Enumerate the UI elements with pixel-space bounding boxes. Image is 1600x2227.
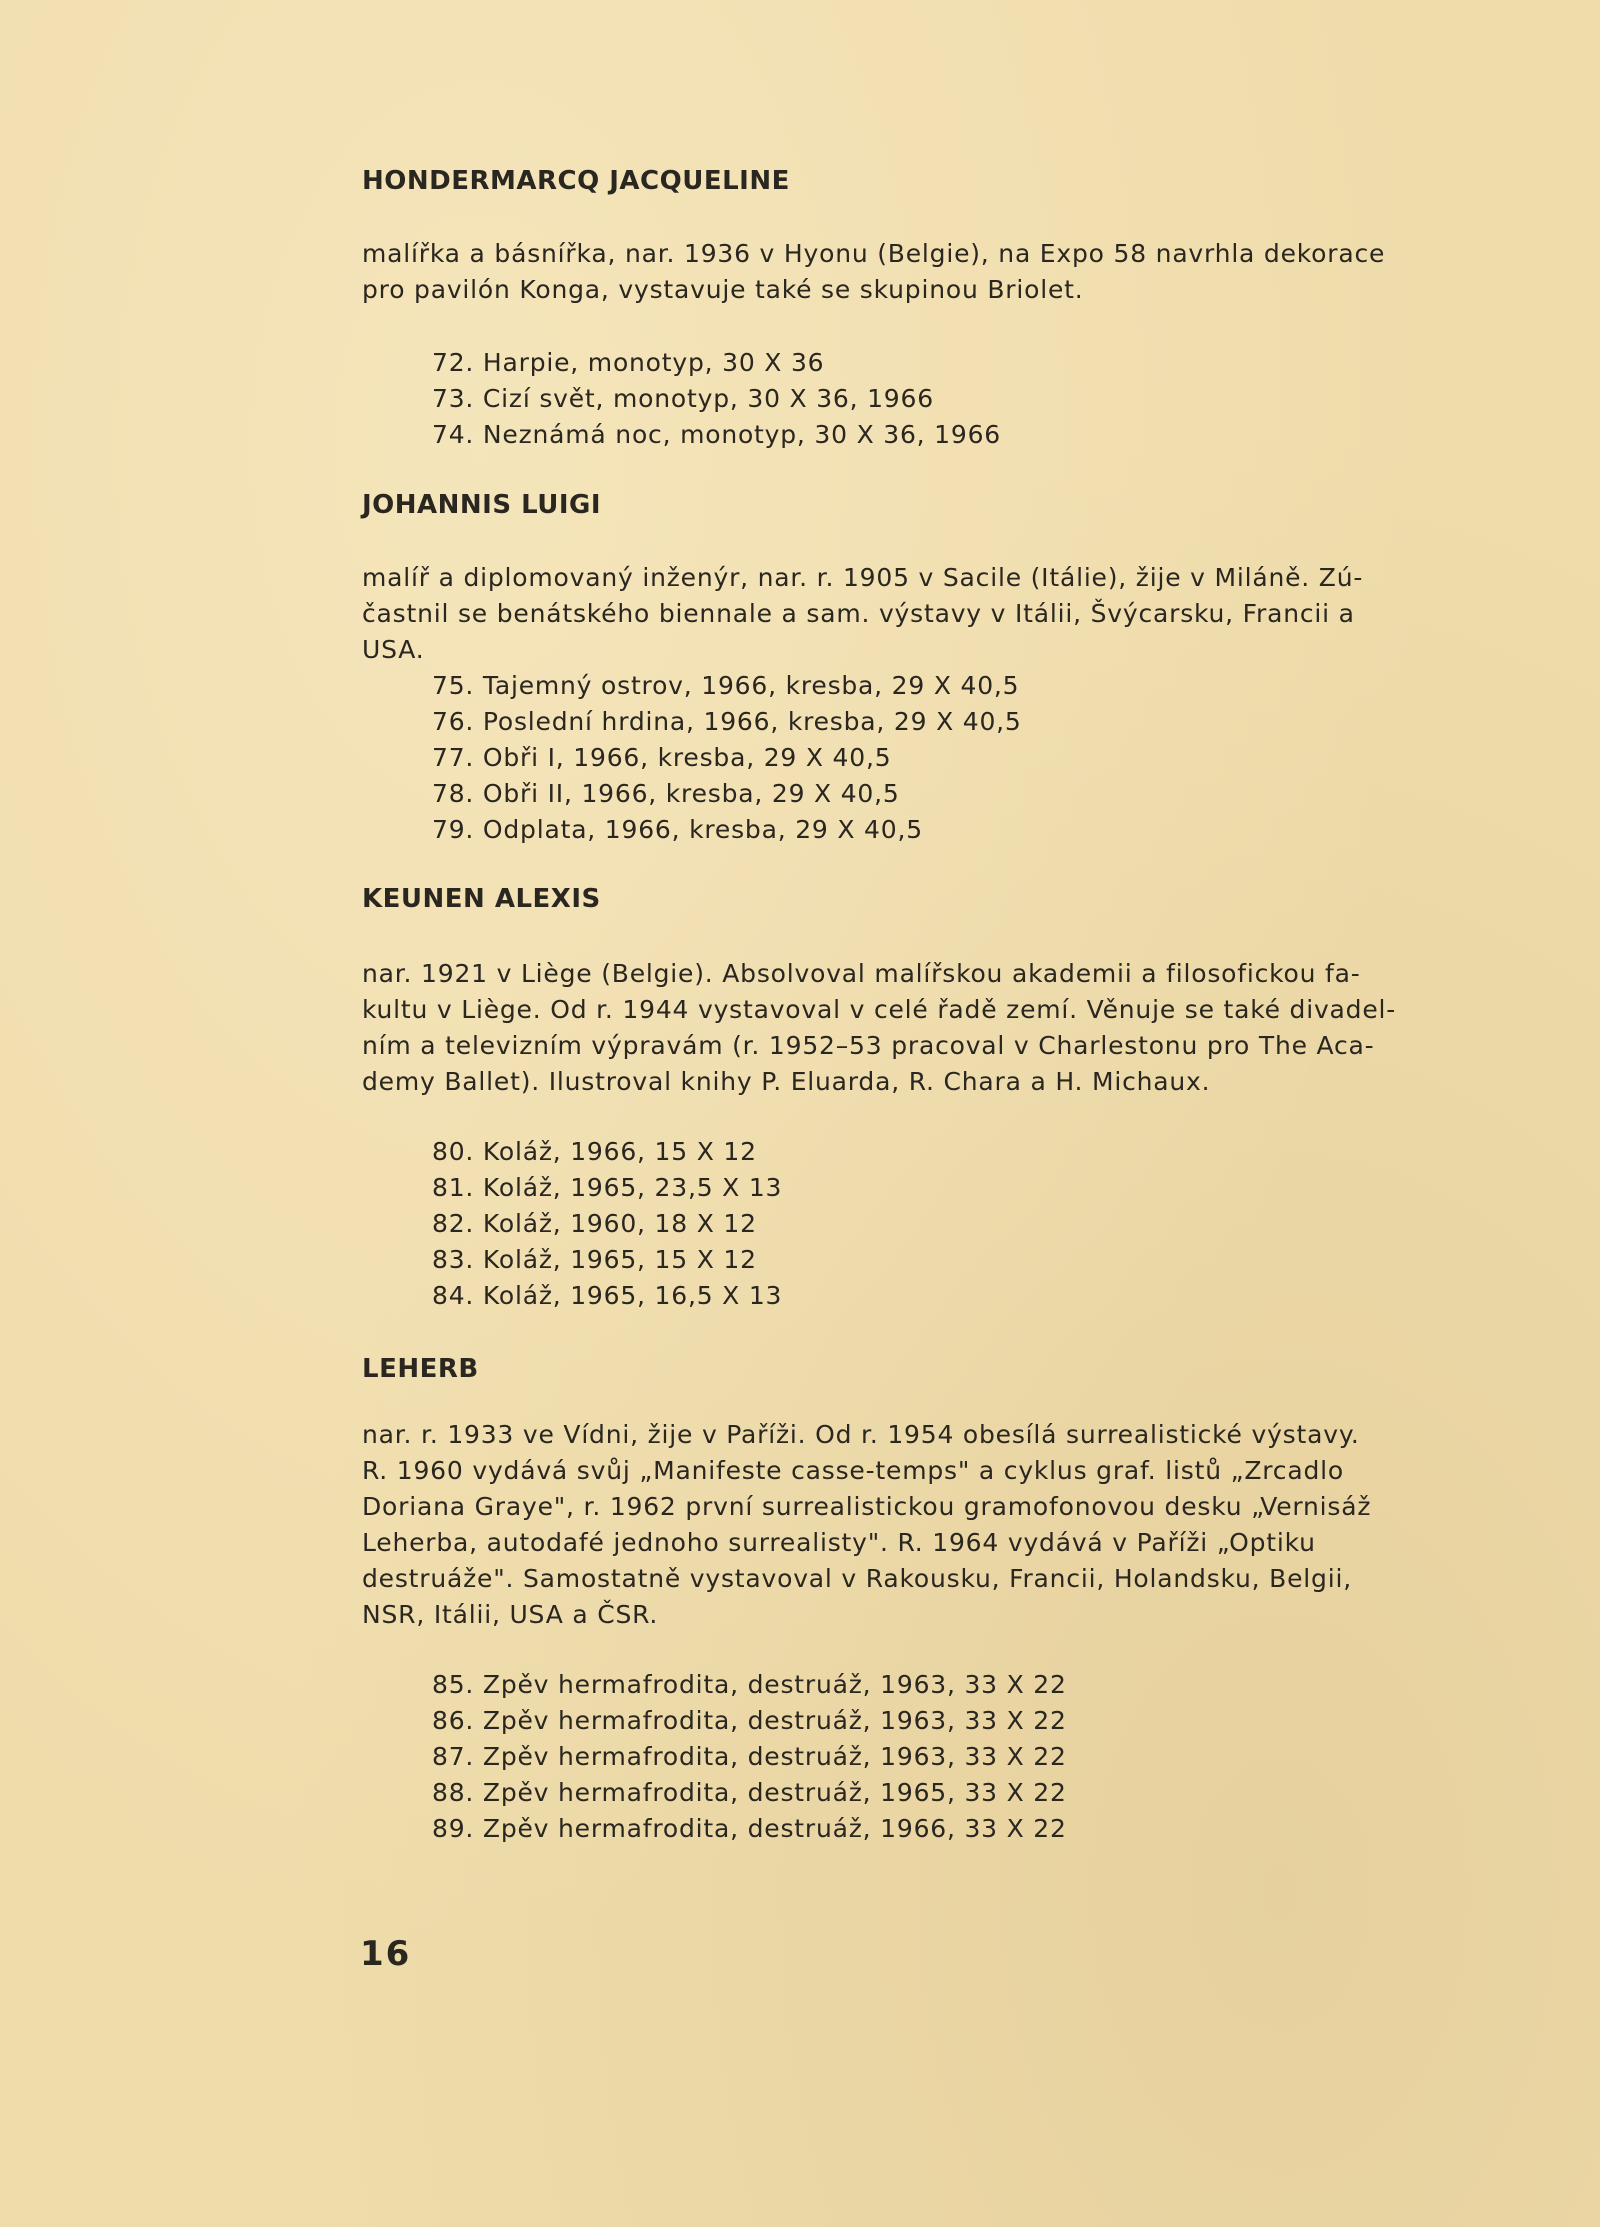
artist-heading-leherb: LEHERB	[362, 1354, 479, 1384]
bio-line: pro pavilón Konga, vystavuje také se skupinou Briolet.	[362, 275, 1084, 304]
artwork-list-keunen	[432, 1134, 782, 1314]
artist-heading-johannis: JOHANNIS LUIGI	[362, 490, 602, 520]
artwork-item: 82. Koláž, 1960, 18 X 12	[432, 1209, 757, 1238]
artist-bio-leherb	[362, 1417, 1402, 1633]
bio-line: nar. 1921 v Liège (Belgie). Absolvoval malířskou akademii a filosofickou fa-	[362, 959, 1361, 988]
artist-bio-johannis	[362, 560, 1402, 668]
bio-line: R. 1960 vydává svůj „Manifeste casse-temps" a cyklus graf. listů „Zrcadlo	[362, 1456, 1344, 1485]
bio-line: nar. r. 1933 ve Vídni, žije v Paříži. Od r. 1954 obesílá surrealistické výstavy.	[362, 1420, 1360, 1449]
artwork-item: 73. Cizí svět, monotyp, 30 X 36, 1966	[432, 384, 934, 413]
artwork-item: 85. Zpěv hermafrodita, destruáž, 1963, 33 X 22	[432, 1670, 1067, 1699]
artwork-list-leherb	[432, 1667, 1067, 1847]
artwork-item: 88. Zpěv hermafrodita, destruáž, 1965, 33 X 22	[432, 1778, 1067, 1807]
artist-heading-hondermarcq: HONDERMARCQ JACQUELINE	[362, 166, 790, 196]
artwork-item: 89. Zpěv hermafrodita, destruáž, 1966, 33 X 22	[432, 1814, 1067, 1843]
artwork-list-hondermarcq	[432, 345, 1001, 453]
artwork-item: 72. Harpie, monotyp, 30 X 36	[432, 348, 825, 377]
bio-line: destruáže". Samostatně vystavoval v Rakousku, Francii, Holandsku, Belgii,	[362, 1564, 1352, 1593]
artwork-item: 87. Zpěv hermafrodita, destruáž, 1963, 33 X 22	[432, 1742, 1067, 1771]
bio-line: malíř a diplomovaný inženýr, nar. r. 1905 v Sacile (Itálie), žije v Miláně. Zú-	[362, 563, 1364, 592]
artwork-item: 74. Neznámá noc, monotyp, 30 X 36, 1966	[432, 420, 1001, 449]
artwork-item: 78. Obři II, 1966, kresba, 29 X 40,5	[432, 779, 900, 808]
artwork-item: 81. Koláž, 1965, 23,5 X 13	[432, 1173, 783, 1202]
artwork-item: 77. Obři I, 1966, kresba, 29 X 40,5	[432, 743, 892, 772]
artist-bio-keunen	[362, 956, 1402, 1100]
artwork-item: 75. Tajemný ostrov, 1966, kresba, 29 X 40,5	[432, 671, 1020, 700]
bio-line: Leherba, autodafé jednoho surrealisty". R. 1964 vydává v Paříži „Optiku	[362, 1528, 1316, 1557]
bio-line: kultu v Liège. Od r. 1944 vystavoval v celé řadě zemí. Věnuje se také divadel-	[362, 995, 1397, 1024]
bio-line: demy Ballet). Ilustroval knihy P. Eluarda, R. Chara a H. Michaux.	[362, 1067, 1211, 1096]
artwork-item: 86. Zpěv hermafrodita, destruáž, 1963, 33 X 22	[432, 1706, 1067, 1735]
bio-line: malířka a básnířka, nar. 1936 v Hyonu (Belgie), na Expo 58 navrhla dekorace	[362, 239, 1386, 268]
artist-heading-keunen: KEUNEN ALEXIS	[362, 884, 601, 914]
bio-line: ním a televizním výpravám (r. 1952–53 pracoval v Charlestonu pro The Aca-	[362, 1031, 1375, 1060]
artwork-item: 80. Koláž, 1966, 15 X 12	[432, 1137, 757, 1166]
artwork-item: 83. Koláž, 1965, 15 X 12	[432, 1245, 757, 1274]
page-number: 16	[360, 1934, 412, 1974]
artwork-item: 76. Poslední hrdina, 1966, kresba, 29 X 40,5	[432, 707, 1022, 736]
bio-line: Doriana Graye", r. 1962 první surrealistickou gramofonovou desku „Vernisáž	[362, 1492, 1372, 1521]
artwork-list-johannis	[432, 668, 1022, 848]
bio-line: častnil se benátského biennale a sam. výstavy v Itálii, Švýcarsku, Francii a USA.	[362, 599, 1355, 664]
artwork-item: 84. Koláž, 1965, 16,5 X 13	[432, 1281, 783, 1310]
artist-bio-hondermarcq	[362, 236, 1402, 308]
bio-line: NSR, Itálii, USA a ČSR.	[362, 1600, 659, 1629]
artwork-item: 79. Odplata, 1966, kresba, 29 X 40,5	[432, 815, 923, 844]
